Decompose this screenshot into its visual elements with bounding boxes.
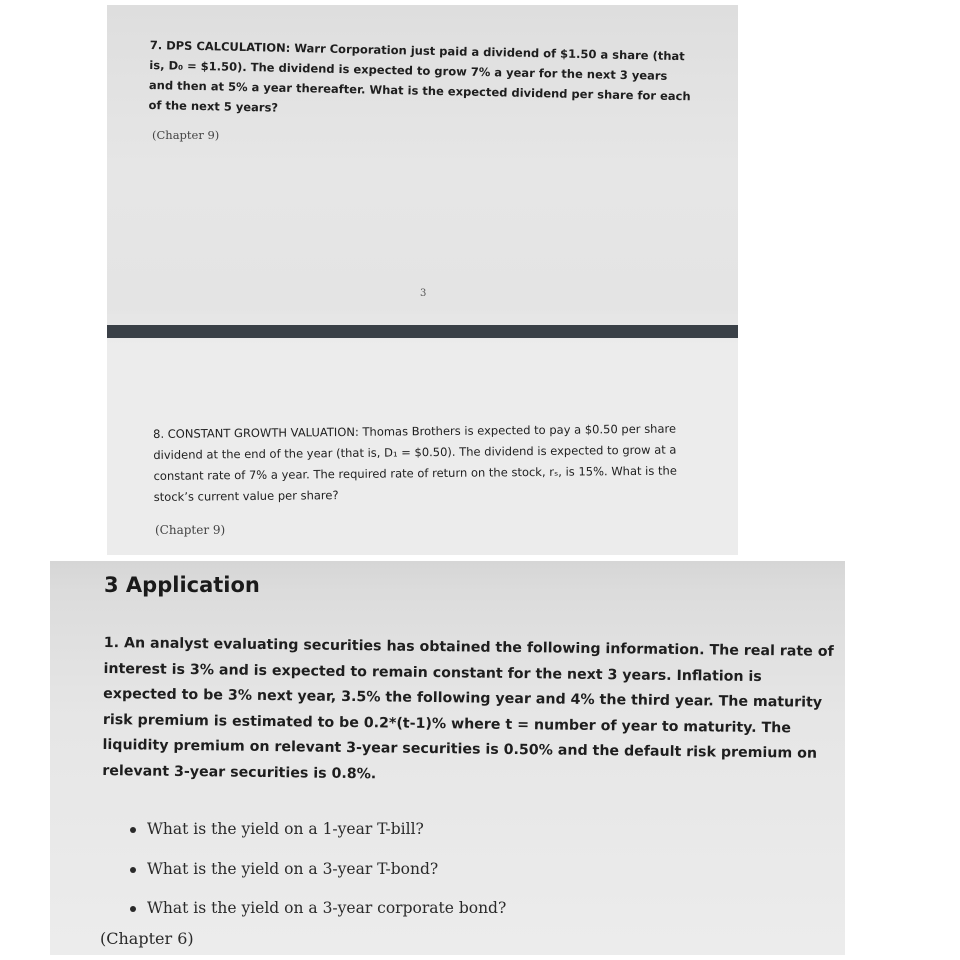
question-7-label: 7. DPS CALCULATION: xyxy=(149,37,291,55)
question-8 xyxy=(153,418,689,508)
bullet-text: What is the yield on a 3-year T-bond? xyxy=(147,859,439,878)
question-1-chapter: (Chapter 6) xyxy=(100,929,194,948)
question-7-text: Warr Corporation just paid a dividend of $1.50 a share (that is, D₀ = $1.50). The dividend is expected to grow 7% a year for the next 3 years and then at 5% a year thereafter. What is the expected dividend per share for each of the next 5 years? xyxy=(148,41,691,115)
bullet-dot-icon xyxy=(130,906,136,912)
bottom-page-photo xyxy=(50,561,845,955)
bullet-dot-icon xyxy=(130,867,136,873)
section-heading: 3 Application xyxy=(104,573,260,597)
question-1-bullet-list xyxy=(130,810,506,929)
bullet-text: What is the yield on a 1-year T-bill? xyxy=(147,820,424,838)
question-7 xyxy=(148,35,695,126)
bullet-text: What is the yield on a 3-year corporate bond? xyxy=(147,899,507,917)
bullet-dot-icon xyxy=(130,827,136,833)
question-7-chapter: (Chapter 9) xyxy=(152,128,220,142)
page-number: 3 xyxy=(420,288,427,299)
page-divider xyxy=(107,325,738,338)
bullet-item xyxy=(130,810,506,850)
bullet-item xyxy=(130,850,506,890)
question-8-chapter: (Chapter 9) xyxy=(155,523,226,537)
top-page-photo xyxy=(107,5,738,555)
question-1: 1. An analyst evaluating securities has obtained the following information. The real rate of interest is 3% and is expected to remain constant for the next 3 years. Inflation is expected to be 3% next year, 3.5% the following year and 4% the third year. The maturity risk premium is estimated to be 0.2*(t-1)% where t = number of year to maturity. The liquidity premium on relevant 3-year securities is 0.50% and the default risk premium on relevant 3-year securities is 0.8%. xyxy=(102,634,834,782)
question-8-text: Thomas Brothers is expected to pay a $0.50 per share dividend at the end of the year (that is, D₁ = $0.50). The dividend is expected to grow at a constant rate of 7% a year. The required rate of return on the stock, rₛ, is 15%. What is the stock’s current value per share? xyxy=(153,421,677,504)
question-8-label: 8. CONSTANT GROWTH VALUATION: xyxy=(153,424,359,441)
bullet-item xyxy=(130,889,506,929)
